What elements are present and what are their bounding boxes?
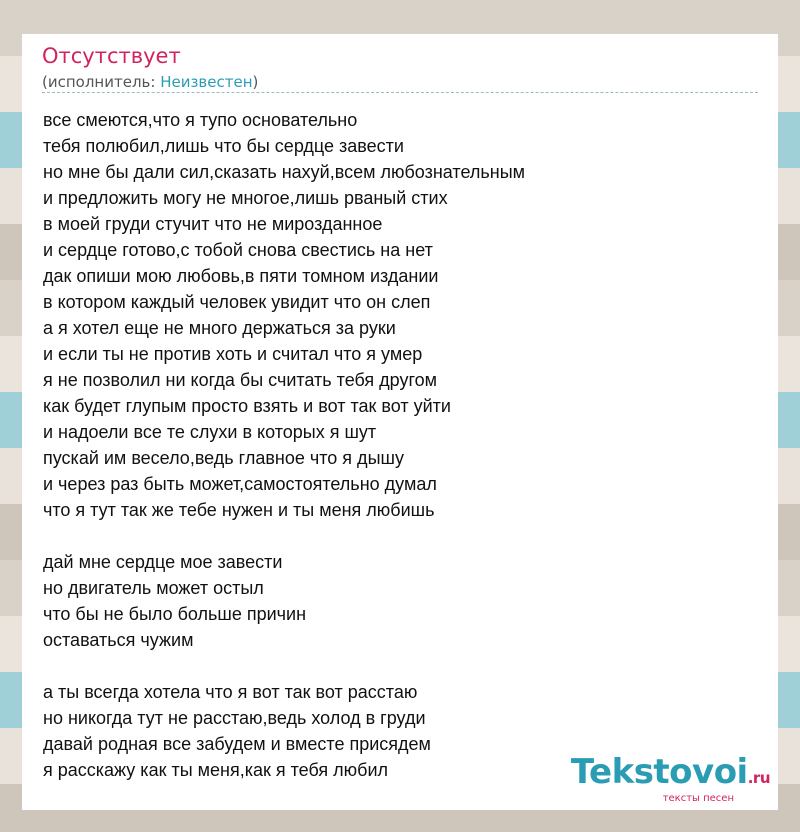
artist-prefix: (исполнитель:	[42, 73, 161, 91]
lyric-line: и надоели все те слухи в которых я шут	[43, 422, 377, 442]
artist-link[interactable]: Неизвестен	[160, 73, 253, 91]
lyric-line: и если ты не против хоть и считал что я умер	[43, 344, 423, 364]
lyric-line: но никогда тут не расстаю,ведь холод в груди	[43, 708, 426, 728]
lyric-line: а я хотел еще не много держаться за руки	[43, 318, 396, 338]
lyric-line: и через раз быть может,самостоятельно думал	[43, 474, 437, 494]
artist-line	[42, 73, 258, 91]
lyric-line: я не позволил ни когда бы считать тебя другом	[43, 370, 438, 390]
lyric-line: а ты всегда хотела что я вот так вот расстаю	[43, 682, 418, 702]
lyric-line: дак опиши мою любовь,в пяти томном издании	[43, 266, 439, 286]
lyric-line: пускай им весело,ведь главное что я дышу	[43, 448, 404, 468]
title-divider	[42, 92, 758, 93]
lyric-line: и сердце готово,с тобой снова свестись на нет	[43, 240, 433, 260]
logo-wordmark	[570, 752, 770, 795]
lyric-line: но мне бы дали сил,сказать нахуй,всем любознательным	[43, 162, 526, 182]
lyric-line: что я тут так же тебе нужен и ты меня любишь	[43, 500, 435, 520]
lyric-line: как будет глупым просто взять и вот так вот уйти	[43, 396, 451, 416]
lyric-line: в моей груди стучит что не мирозданное	[43, 214, 383, 234]
logo-tld: .ru	[747, 769, 770, 787]
stanza-gap	[43, 523, 743, 549]
lyric-line: что бы не было больше причин	[43, 604, 307, 624]
logo-name: Tekstovoi	[570, 752, 748, 792]
lyric-line: все смеются,что я тупо основательно	[43, 110, 358, 130]
lyric-line: оставаться чужим	[43, 630, 194, 650]
lyric-line: я расскажу как ты меня,как я тебя любил	[43, 760, 388, 780]
logo-tagline: тексты песен	[662, 793, 734, 804]
lyric-line: но двигатель может остыл	[43, 578, 264, 598]
artist-suffix: )	[252, 73, 259, 91]
song-title: Отсутствует	[42, 44, 181, 68]
lyric-line: давай родная все забудем и вместе присядем	[43, 734, 431, 754]
stanza-gap	[43, 653, 743, 679]
site-logo[interactable]	[570, 752, 770, 804]
lyrics-body	[43, 107, 743, 783]
lyric-line: в котором каждый человек увидит что он слеп	[43, 292, 431, 312]
lyric-line: тебя полюбил,лишь что бы сердце завести	[43, 136, 404, 156]
lyrics-card	[22, 34, 778, 810]
lyric-line: и предложить могу не многое,лишь рваный стих	[43, 188, 448, 208]
lyric-line: дай мне сердце мое завести	[43, 552, 283, 572]
